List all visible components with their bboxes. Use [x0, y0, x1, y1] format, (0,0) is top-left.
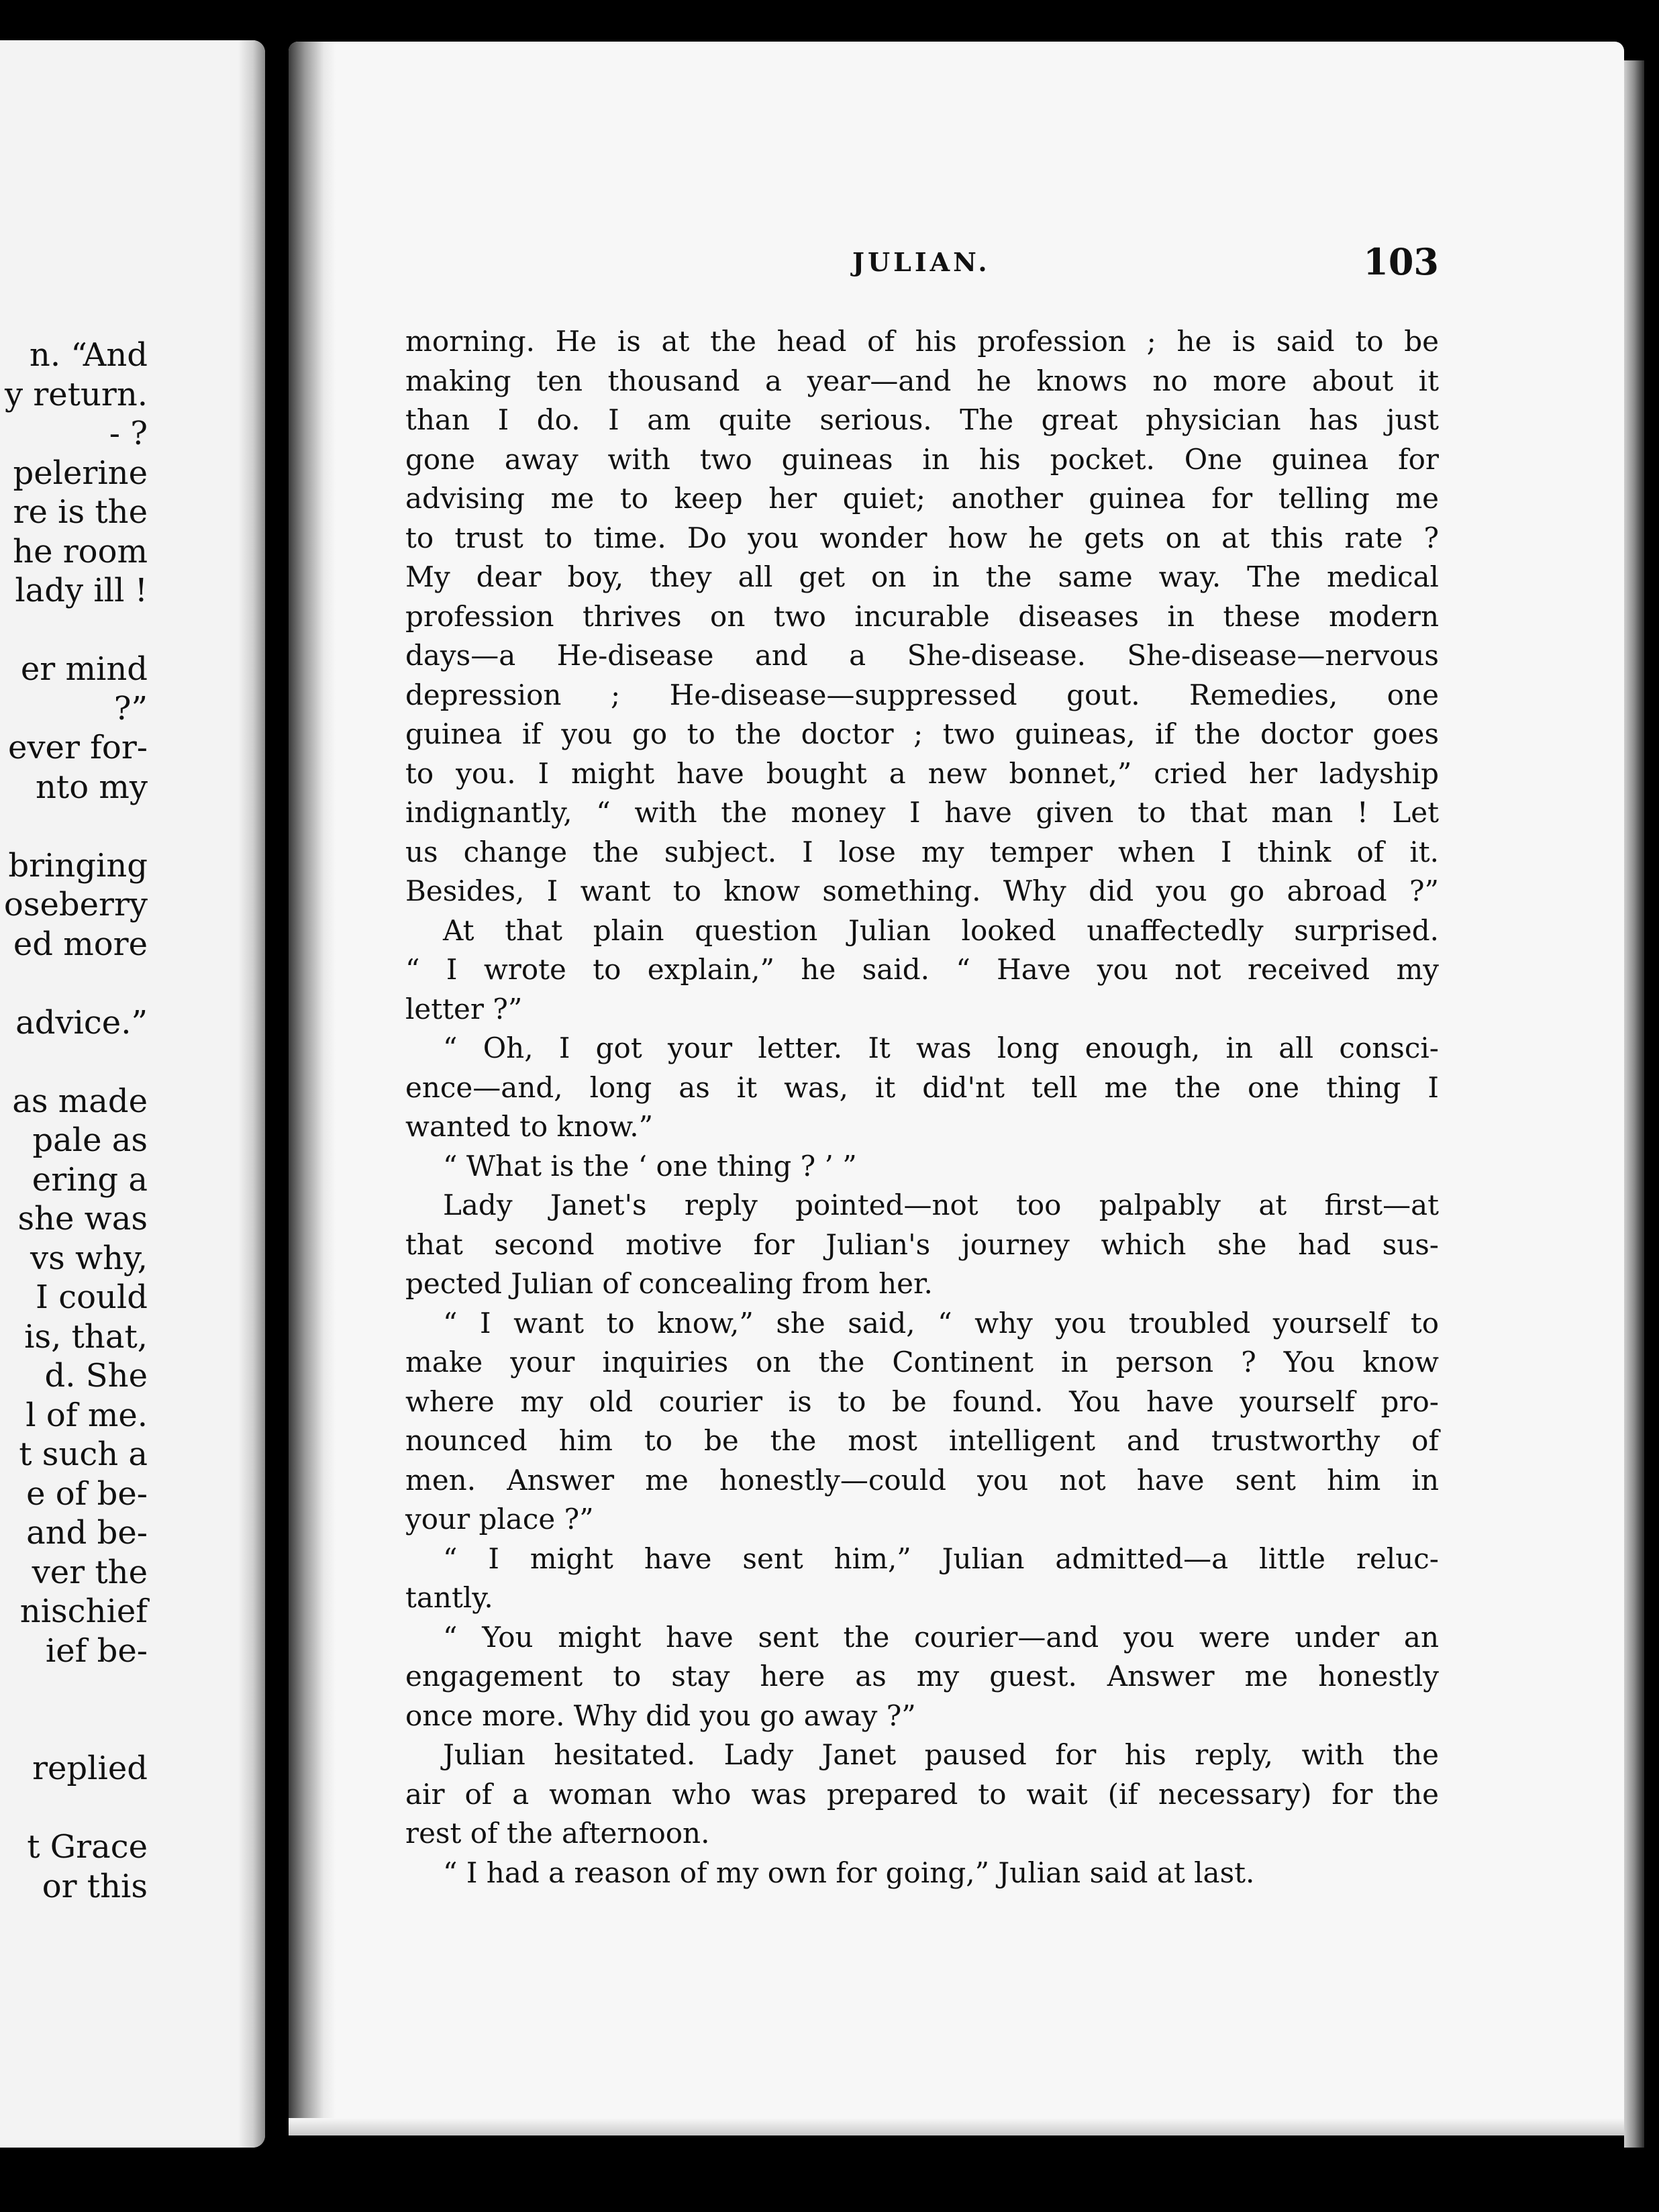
left-page-line: - ?	[109, 415, 148, 452]
text-line: “ I want to know,” she said, “ why you troubled yourself to	[443, 1306, 1439, 1340]
left-page-line: ever for-	[8, 729, 148, 766]
page-header	[405, 240, 1439, 287]
text-line: to you. I might have bought a new bonnet,” cried her ladyship	[405, 756, 1439, 790]
left-page-line: nischief	[19, 1593, 148, 1630]
text-line: to trust to time. Do you wonder how he gets on at this rate ?	[405, 521, 1439, 554]
text-line: “ I wrote to explain,” he said. “ Have you not received my	[405, 953, 1439, 986]
text-line: than I do. I am quite serious. The great physician has just	[405, 403, 1439, 436]
page-bottom-shadow	[289, 2118, 1624, 2135]
text-line: nounced him to be the most intelligent and trustworthy of	[405, 1424, 1439, 1457]
text-line: advising me to keep her quiet; another guinea for telling me	[405, 482, 1439, 515]
left-page-line: n. “And	[29, 336, 148, 374]
left-page-line: is, that,	[24, 1317, 148, 1356]
text-line: “ I had a reason of my own for going,” Julian said at last.	[443, 1856, 1255, 1889]
left-page-text	[0, 40, 148, 2148]
text-line: days—a He-disease and a She-disease. She-disease—nervous	[405, 639, 1439, 672]
left-page	[0, 40, 265, 2148]
text-line: gone away with two guineas in his pocket. One guinea for	[405, 442, 1439, 476]
text-line: that second motive for Julian's journey which she had sus-	[405, 1227, 1439, 1261]
left-page-line: e of be-	[26, 1474, 148, 1513]
page-number: 103	[1363, 240, 1439, 283]
text-line: rest of the afternoon.	[405, 1817, 710, 1850]
left-page-line: nto my	[36, 768, 148, 806]
text-line: air of a woman who was prepared to wait (if necessary) for the	[405, 1777, 1439, 1811]
text-line: making ten thousand a year—and he knows no more about it	[405, 364, 1439, 397]
left-page-line: d. She	[44, 1357, 148, 1395]
text-line: ence—and, long as it was, it did'nt tell me the one thing I	[405, 1070, 1439, 1104]
left-page-line: re is the	[13, 493, 148, 531]
text-line: Besides, I want to know something. Why did you go abroad ?”	[405, 874, 1439, 907]
left-page-line: bringing	[8, 846, 148, 885]
left-page-line: t Grace	[27, 1828, 148, 1866]
text-line: Lady Janet's reply pointed—not too palpably at first—at	[443, 1189, 1439, 1221]
text-line: pected Julian of concealing from her.	[405, 1267, 933, 1300]
left-page-line: t such a	[19, 1436, 148, 1473]
text-line: Julian hesitated. Lady Janet paused for his reply, with the	[443, 1738, 1439, 1771]
text-line: us change the subject. I lose my temper when I think of it.	[405, 835, 1439, 868]
text-line: morning. He is at the head of his profession ; he is said to be	[405, 325, 1439, 358]
left-page-line: or this	[42, 1867, 148, 1905]
text-line: where my old courier is to be found. You have yourself pro-	[405, 1385, 1439, 1418]
text-line: make your inquiries on the Continent in person ? You know	[405, 1346, 1439, 1378]
left-page-line: replied	[32, 1750, 148, 1787]
text-line: At that plain question Julian looked unaffectedly surprised.	[443, 913, 1439, 947]
left-page-line: y return.	[4, 375, 148, 413]
left-page-line: pale as	[32, 1121, 148, 1159]
left-page-line: vs why,	[30, 1239, 148, 1277]
left-page-line: he room	[13, 532, 148, 570]
text-line: men. Answer me honestly—could you not have sent him in	[405, 1463, 1439, 1497]
gutter-shadow	[289, 42, 336, 2135]
left-page-line: er mind	[20, 650, 148, 688]
left-page-line: lady ill !	[15, 572, 148, 609]
text-line: “ You might have sent the courier—and you were under an	[443, 1620, 1439, 1654]
left-page-line: l of me.	[26, 1396, 148, 1434]
text-line: “ What is the ‘ one thing ? ’ ”	[443, 1149, 857, 1183]
text-line: guinea if you go to the doctor ; two guineas, if the doctor goes	[405, 717, 1439, 750]
left-page-line: as made	[12, 1082, 148, 1120]
running-head: JULIAN.	[852, 247, 991, 277]
page-edge	[1624, 60, 1644, 2148]
left-page-line: oseberry	[3, 886, 148, 923]
left-page-line: ?”	[113, 689, 148, 727]
left-page-line: and be-	[26, 1514, 148, 1552]
left-page-line: advice.”	[15, 1003, 148, 1042]
text-line: depression ; He-disease—suppressed gout. Remedies, one	[405, 678, 1439, 711]
left-page-line: pelerine	[13, 454, 148, 492]
body-text	[405, 322, 1439, 1893]
text-line: indignantly, “ with the money I have given to that man ! Let	[405, 796, 1439, 829]
text-line: wanted to know.”	[405, 1110, 654, 1143]
left-page-spine-shadow	[238, 40, 265, 2148]
left-page-line: I could	[36, 1278, 148, 1316]
left-page-line: she was	[17, 1200, 148, 1238]
text-line: profession thrives on two incurable diseases in these modern	[405, 599, 1439, 633]
text-line: My dear boy, they all get on in the same way. The medical	[405, 560, 1439, 593]
left-page-line: ief be-	[45, 1631, 148, 1670]
left-page-line: ering a	[32, 1160, 148, 1199]
text-line: “ Oh, I got your letter. It was long enough, in all consci-	[443, 1032, 1439, 1064]
text-line: your place ?”	[405, 1503, 594, 1536]
text-line: once more. Why did you go away ?”	[405, 1699, 916, 1732]
text-line: “ I might have sent him,” Julian admitted—a little reluc-	[443, 1542, 1439, 1575]
text-line: tantly.	[405, 1581, 493, 1614]
text-line: letter ?”	[405, 992, 523, 1025]
left-page-line: ver the	[32, 1553, 148, 1591]
left-page-line: ed more	[13, 925, 148, 963]
text-line: engagement to stay here as my guest. Answer me honestly	[405, 1660, 1439, 1693]
